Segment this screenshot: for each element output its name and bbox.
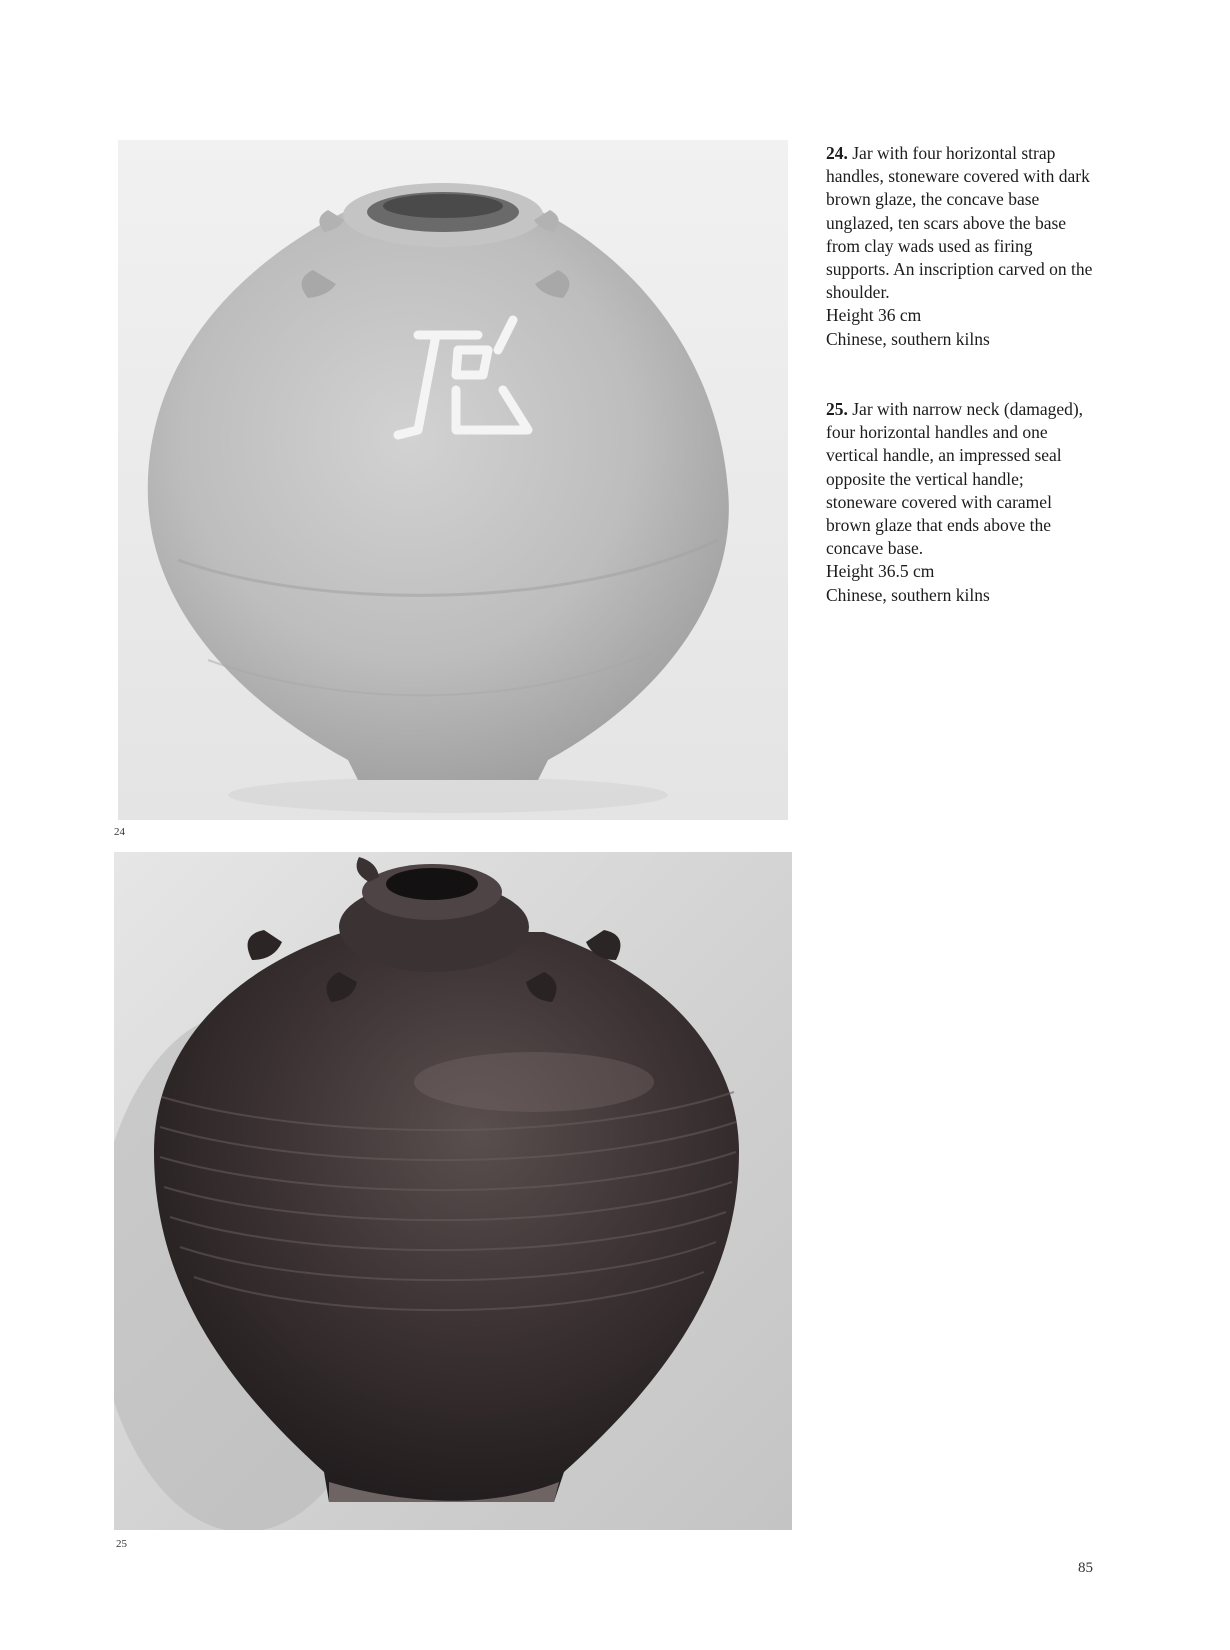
figure-24-number: 24 <box>114 826 125 838</box>
page-number: 85 <box>1078 1560 1093 1576</box>
caption-25-text: Jar with narrow neck (damaged), four horizontal handles and one vertical handle, an impressed seal opposite the vertical handle; stoneware covered with caramel brown glaze that ends above the concave base. <box>826 399 1084 559</box>
caption-24 <box>826 142 1096 351</box>
caption-24-height: Height 36 cm <box>826 305 922 326</box>
figure-24-photo <box>118 140 790 820</box>
caption-25-origin: Chinese, southern kilns <box>826 584 990 605</box>
caption-24-text: Jar with four horizontal strap handles, stoneware covered with dark brown glaze, the concave base unglazed, ten scars above the base from clay wads used as firing supports. An inscription carved on the shoulder. <box>826 143 1093 303</box>
figure-25-number: 25 <box>116 1538 127 1550</box>
caption-24-number: 24. <box>826 143 848 163</box>
caption-25-number: 25. <box>826 399 848 419</box>
figure-25-photo <box>114 852 792 1530</box>
caption-24-origin: Chinese, southern kilns <box>826 328 990 349</box>
caption-25 <box>826 398 1096 607</box>
caption-25-height: Height 36.5 cm <box>826 561 935 582</box>
